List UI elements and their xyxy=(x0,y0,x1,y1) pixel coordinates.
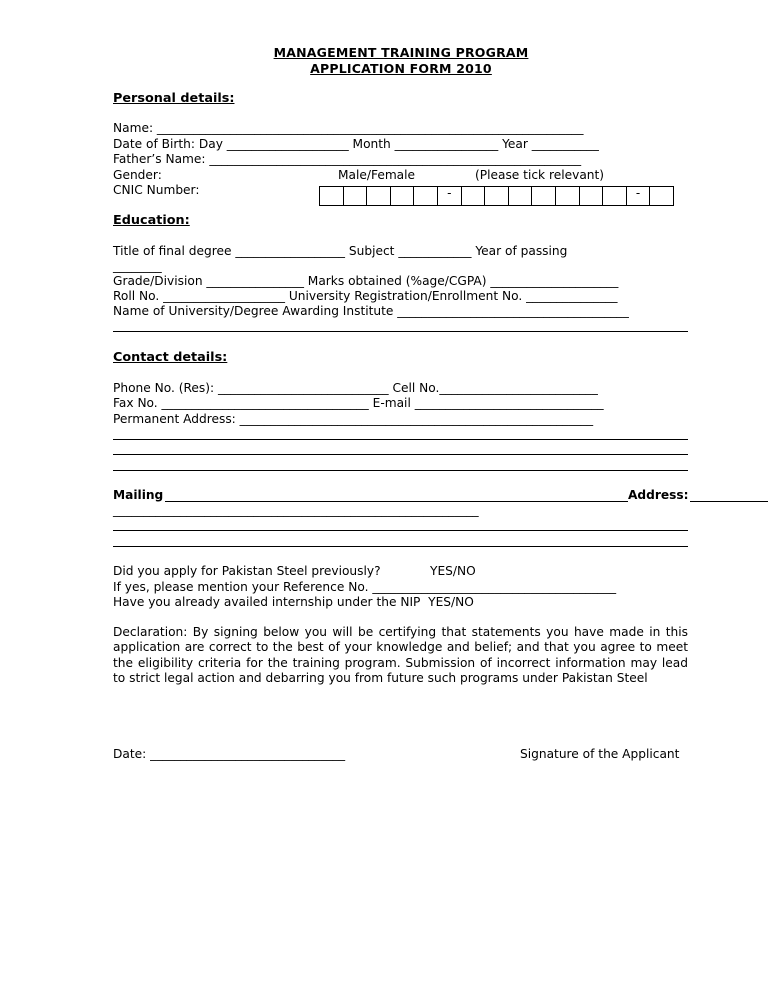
gender-label: Gender: xyxy=(113,168,162,182)
address-line[interactable] xyxy=(113,470,688,471)
cnic-box[interactable] xyxy=(580,187,604,205)
cnic-label: CNIC Number: xyxy=(113,183,200,197)
mailing-address-line[interactable] xyxy=(113,546,688,547)
cnic-box[interactable] xyxy=(391,187,415,205)
signature-label: Signature of the Applicant xyxy=(520,747,680,761)
address-line[interactable] xyxy=(113,454,688,455)
roll-registration-field[interactable]: Roll No. ____________________ University Registration/Enrollment No. _______________ xyxy=(113,289,618,303)
previous-application-question: Did you apply for Pakistan Steel previously? xyxy=(113,564,381,578)
year-of-passing-field[interactable]: ________ xyxy=(113,259,162,273)
address-line[interactable] xyxy=(113,439,688,440)
cnic-box[interactable] xyxy=(320,187,344,205)
cnic-box[interactable] xyxy=(509,187,533,205)
grade-marks-field[interactable]: Grade/Division ________________ Marks obtained (%age/CGPA) _____________________ xyxy=(113,274,619,288)
gender-hint: (Please tick relevant) xyxy=(475,168,605,182)
university-field[interactable]: Name of University/Degree Awarding Institute ______________________________________ xyxy=(113,304,629,318)
mailing-address-line[interactable]: ____________________________________________________________ xyxy=(113,503,479,517)
phone-cell-field[interactable]: Phone No. (Res): ____________________________ Cell No.__________________________ xyxy=(113,381,598,395)
cnic-separator: - xyxy=(627,187,651,205)
declaration-text: Declaration: By signing below you will be certifying that statements you have made in this application are correct to the best of your knowledge and belief; and that you agree to meet the eligibility criteria for the training program. Submission of incorrect information may lead to strict legal action and debarring you from future such programs under Pakistan Steel xyxy=(113,625,688,685)
permanent-address-field[interactable]: Permanent Address: __________________________________________________________ xyxy=(113,412,594,426)
cnic-separator: - xyxy=(438,187,462,205)
cnic-box[interactable] xyxy=(603,187,627,205)
mailing-address-field[interactable] xyxy=(113,488,768,503)
mailing-rule xyxy=(690,501,768,502)
previous-application-answer[interactable]: YES/NO xyxy=(430,564,476,578)
cnic-box[interactable] xyxy=(556,187,580,205)
mailing-address-line[interactable] xyxy=(113,530,688,531)
date-of-birth-field[interactable]: Date of Birth: Day ____________________ Month _________________ Year ___________ xyxy=(113,137,599,151)
cnic-box[interactable] xyxy=(650,187,674,205)
gender-options[interactable]: Male/Female xyxy=(338,168,416,182)
cnic-box[interactable] xyxy=(532,187,556,205)
mailing-address-label: Address: xyxy=(628,488,689,502)
form-subtitle: APPLICATION FORM 2010 xyxy=(310,61,492,76)
date-field[interactable]: Date: ________________________________ xyxy=(113,747,346,761)
personal-details-heading: Personal details: xyxy=(113,91,235,106)
cnic-box[interactable] xyxy=(367,187,391,205)
form-title: MANAGEMENT TRAINING PROGRAM xyxy=(273,45,529,60)
internship-question[interactable]: Have you already availed internship under the NIP YES/NO xyxy=(113,595,474,609)
university-continuation-line[interactable] xyxy=(113,331,688,332)
cnic-box[interactable] xyxy=(462,187,486,205)
cnic-box[interactable] xyxy=(344,187,368,205)
name-field[interactable]: Name: ______________________________________________________________________ xyxy=(113,121,584,135)
cnic-box[interactable] xyxy=(414,187,438,205)
fax-email-field[interactable]: Fax No. __________________________________ E-mail _______________________________ xyxy=(113,396,604,410)
degree-field[interactable]: Title of final degree __________________ Subject ____________ Year of passing xyxy=(113,244,568,258)
mailing-label: Mailing xyxy=(113,488,164,502)
cnic-box[interactable] xyxy=(485,187,509,205)
reference-number-field[interactable]: If yes, please mention your Reference No. ________________________________________ xyxy=(113,580,617,594)
contact-details-heading: Contact details: xyxy=(113,350,228,365)
mailing-rule xyxy=(165,501,628,502)
fathers-name-field[interactable]: Father’s Name: _____________________________________________________________ xyxy=(113,152,582,166)
education-heading: Education: xyxy=(113,213,190,228)
cnic-boxes[interactable] xyxy=(319,186,674,206)
